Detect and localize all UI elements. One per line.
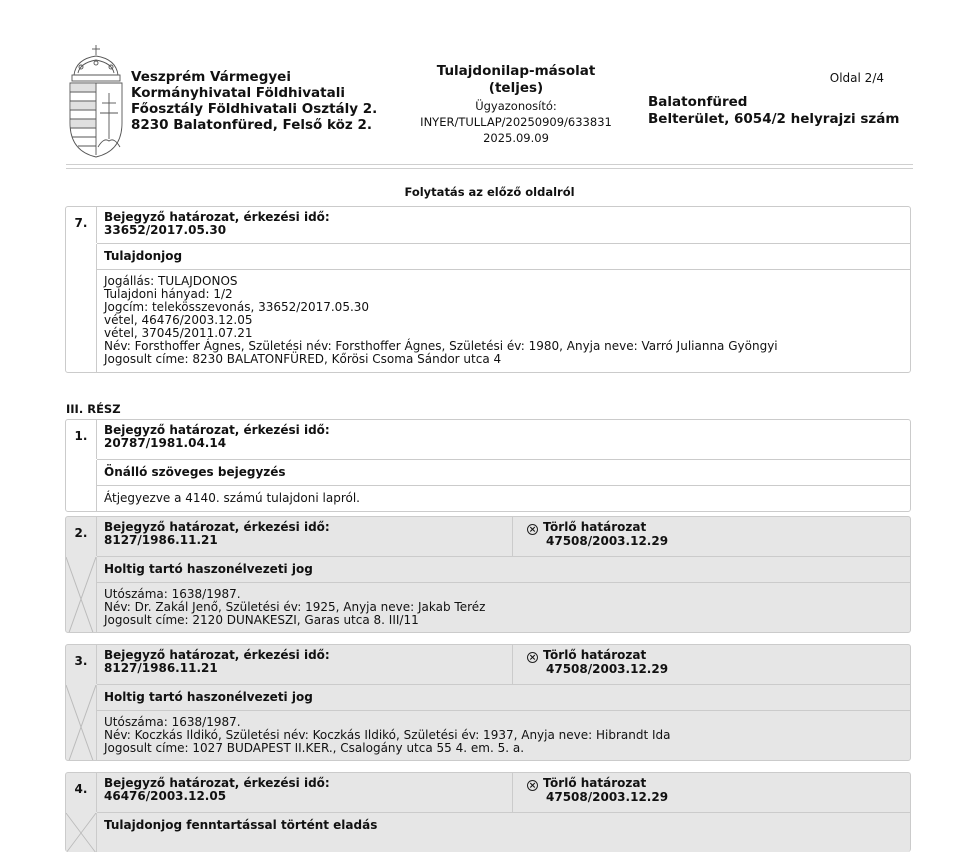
case-id-label: Ügyazonosító: bbox=[475, 99, 557, 113]
entry-type-row bbox=[97, 812, 910, 838]
entry-details-row bbox=[97, 269, 910, 372]
entry-details-row bbox=[97, 582, 910, 632]
document-title: Tulajdonilap-másolat bbox=[436, 63, 596, 79]
cross-out-icon bbox=[66, 813, 96, 852]
entry-gutter bbox=[66, 460, 97, 512]
entry-iii-3 bbox=[65, 644, 911, 761]
entry-label: Bejegyző határozat, érkezési idő: bbox=[104, 423, 330, 437]
coat-of-arms-icon bbox=[66, 43, 126, 159]
entry-type: Holtig tartó haszonélvezeti jog bbox=[104, 690, 313, 704]
entry-details-row bbox=[97, 485, 910, 511]
entry-gutter bbox=[66, 244, 97, 373]
office-address bbox=[131, 69, 377, 133]
document-title-block bbox=[400, 63, 632, 145]
entry-iii-4 bbox=[65, 772, 911, 852]
detail-line: Név: Dr. Zakál Jenő, Születési év: 1925, Anyja neve: Jakab Teréz bbox=[104, 600, 486, 614]
entry-value: 8127/1986.11.21 bbox=[104, 661, 218, 675]
entry-details-row bbox=[97, 710, 910, 760]
deletion-label: Törlő határozat bbox=[543, 776, 647, 790]
entry-header-row bbox=[74, 645, 910, 684]
entry-value: 20787/1981.04.14 bbox=[104, 436, 227, 450]
detail-line: Jogosult címe: 8230 BALATONFÜRED, Kőrösi Csoma Sándor utca 4 bbox=[104, 352, 502, 366]
detail-line: Jogcím: telekösszevonás, 33652/2017.05.30 bbox=[104, 300, 370, 314]
part-iii-label: III. RÉSZ bbox=[66, 402, 121, 416]
detail-line: Utószáma: 1638/1987. bbox=[104, 587, 241, 601]
entry-type-row bbox=[97, 459, 910, 485]
entry-type-row bbox=[97, 243, 910, 269]
entry-value: 33652/2017.05.30 bbox=[104, 223, 227, 237]
detail-line: Utószáma: 1638/1987. bbox=[104, 715, 241, 729]
detail-line: vétel, 37045/2011.07.21 bbox=[104, 326, 253, 340]
detail-line: Tulajdoni hányad: 1/2 bbox=[104, 287, 233, 301]
entry-gutter-crossed bbox=[66, 685, 97, 761]
deletion-label: Törlő határozat bbox=[543, 520, 647, 534]
detail-line: Jogosult címe: 1027 BUDAPEST II.KER., Csalogány utca 55 4. em. 5. a. bbox=[104, 741, 525, 755]
header-divider bbox=[66, 168, 913, 169]
office-line: Kormányhivatal Földhivatali bbox=[131, 85, 345, 101]
entry-label: Bejegyző határozat, érkezési idő: bbox=[104, 210, 330, 224]
entry-type: Tulajdonjog bbox=[104, 249, 183, 263]
entry-header-row bbox=[74, 420, 910, 459]
entry-number: 1. bbox=[66, 420, 97, 459]
detail-line: vétel, 46476/2003.12.05 bbox=[104, 313, 253, 327]
detail-line: Jogosult címe: 2120 DUNAKESZI, Garas utca 8. III/11 bbox=[104, 613, 419, 627]
entry-label: Bejegyző határozat, érkezési idő: bbox=[104, 648, 330, 662]
entry-type: Tulajdonjog fenntartással történt eladás bbox=[104, 818, 378, 832]
page-number: Oldal 2/4 bbox=[829, 71, 884, 85]
property-parcel: Belterület, 6054/2 helyrajzi szám bbox=[648, 111, 900, 127]
entry-value: 8127/1986.11.21 bbox=[104, 533, 218, 547]
entry-type-row bbox=[97, 556, 910, 582]
entry-iii-2 bbox=[65, 516, 911, 633]
detail-line: Átjegyezve a 4140. számú tulajdoni lapról. bbox=[104, 491, 360, 505]
entry-type: Önálló szöveges bejegyzés bbox=[104, 465, 286, 479]
entry-iii-1 bbox=[65, 419, 911, 512]
detail-line: Jogállás: TULAJDONOS bbox=[104, 274, 238, 288]
deletion-value: 47508/2003.12.29 bbox=[546, 534, 669, 548]
deletion-value: 47508/2003.12.29 bbox=[546, 790, 669, 804]
office-line: 8230 Balatonfüred, Felső köz 2. bbox=[131, 117, 372, 133]
detail-line: Név: Koczkás Ildikó, Születési név: Koczkás Ildikó, Születési év: 1937, Anyja neve: Hibrandt Ida bbox=[104, 728, 671, 742]
deleted-icon: × bbox=[528, 781, 537, 791]
cross-out-icon bbox=[66, 557, 96, 633]
entry-number: 4. bbox=[66, 773, 97, 812]
entry-7 bbox=[65, 206, 911, 373]
deleted-icon: × bbox=[528, 525, 537, 535]
case-id-value: INYER/TULLAP/20250909/633831 bbox=[420, 115, 612, 129]
entry-value: 46476/2003.12.05 bbox=[104, 789, 227, 803]
deleted-icon: × bbox=[528, 653, 537, 663]
header-divider bbox=[66, 164, 913, 165]
office-line: Veszprém Vármegyei bbox=[131, 69, 291, 85]
detail-line: Név: Forsthoffer Ágnes, Születési név: Forsthoffer Ágnes, Születési év: 1980, Anyja neve: Varró Julianna Gyöngyi bbox=[104, 339, 778, 353]
document-title-scope: (teljes) bbox=[488, 80, 544, 96]
entry-type: Holtig tartó haszonélvezeti jog bbox=[104, 562, 313, 576]
cross-out-icon bbox=[66, 685, 96, 761]
property-town: Balatonfüred bbox=[648, 94, 748, 110]
entry-gutter-crossed bbox=[66, 557, 97, 633]
entry-gutter-crossed bbox=[66, 813, 97, 852]
entry-type-row bbox=[97, 684, 910, 710]
deletion-label: Törlő határozat bbox=[543, 648, 647, 662]
deletion-value: 47508/2003.12.29 bbox=[546, 662, 669, 676]
entry-header-row bbox=[74, 517, 910, 556]
office-line: Főosztály Földhivatali Osztály 2. bbox=[131, 101, 378, 117]
entry-header-row bbox=[74, 207, 910, 243]
entry-header-row bbox=[74, 773, 910, 812]
entry-label: Bejegyző határozat, érkezési idő: bbox=[104, 776, 330, 790]
continued-note: Folytatás az előző oldalról bbox=[404, 185, 575, 199]
property-location bbox=[648, 94, 899, 128]
entry-number: 2. bbox=[66, 517, 97, 556]
document-date: 2025.09.09 bbox=[483, 131, 549, 145]
entry-number: 3. bbox=[66, 645, 97, 684]
entry-label: Bejegyző határozat, érkezési idő: bbox=[104, 520, 330, 534]
entry-number: 7. bbox=[66, 207, 97, 243]
